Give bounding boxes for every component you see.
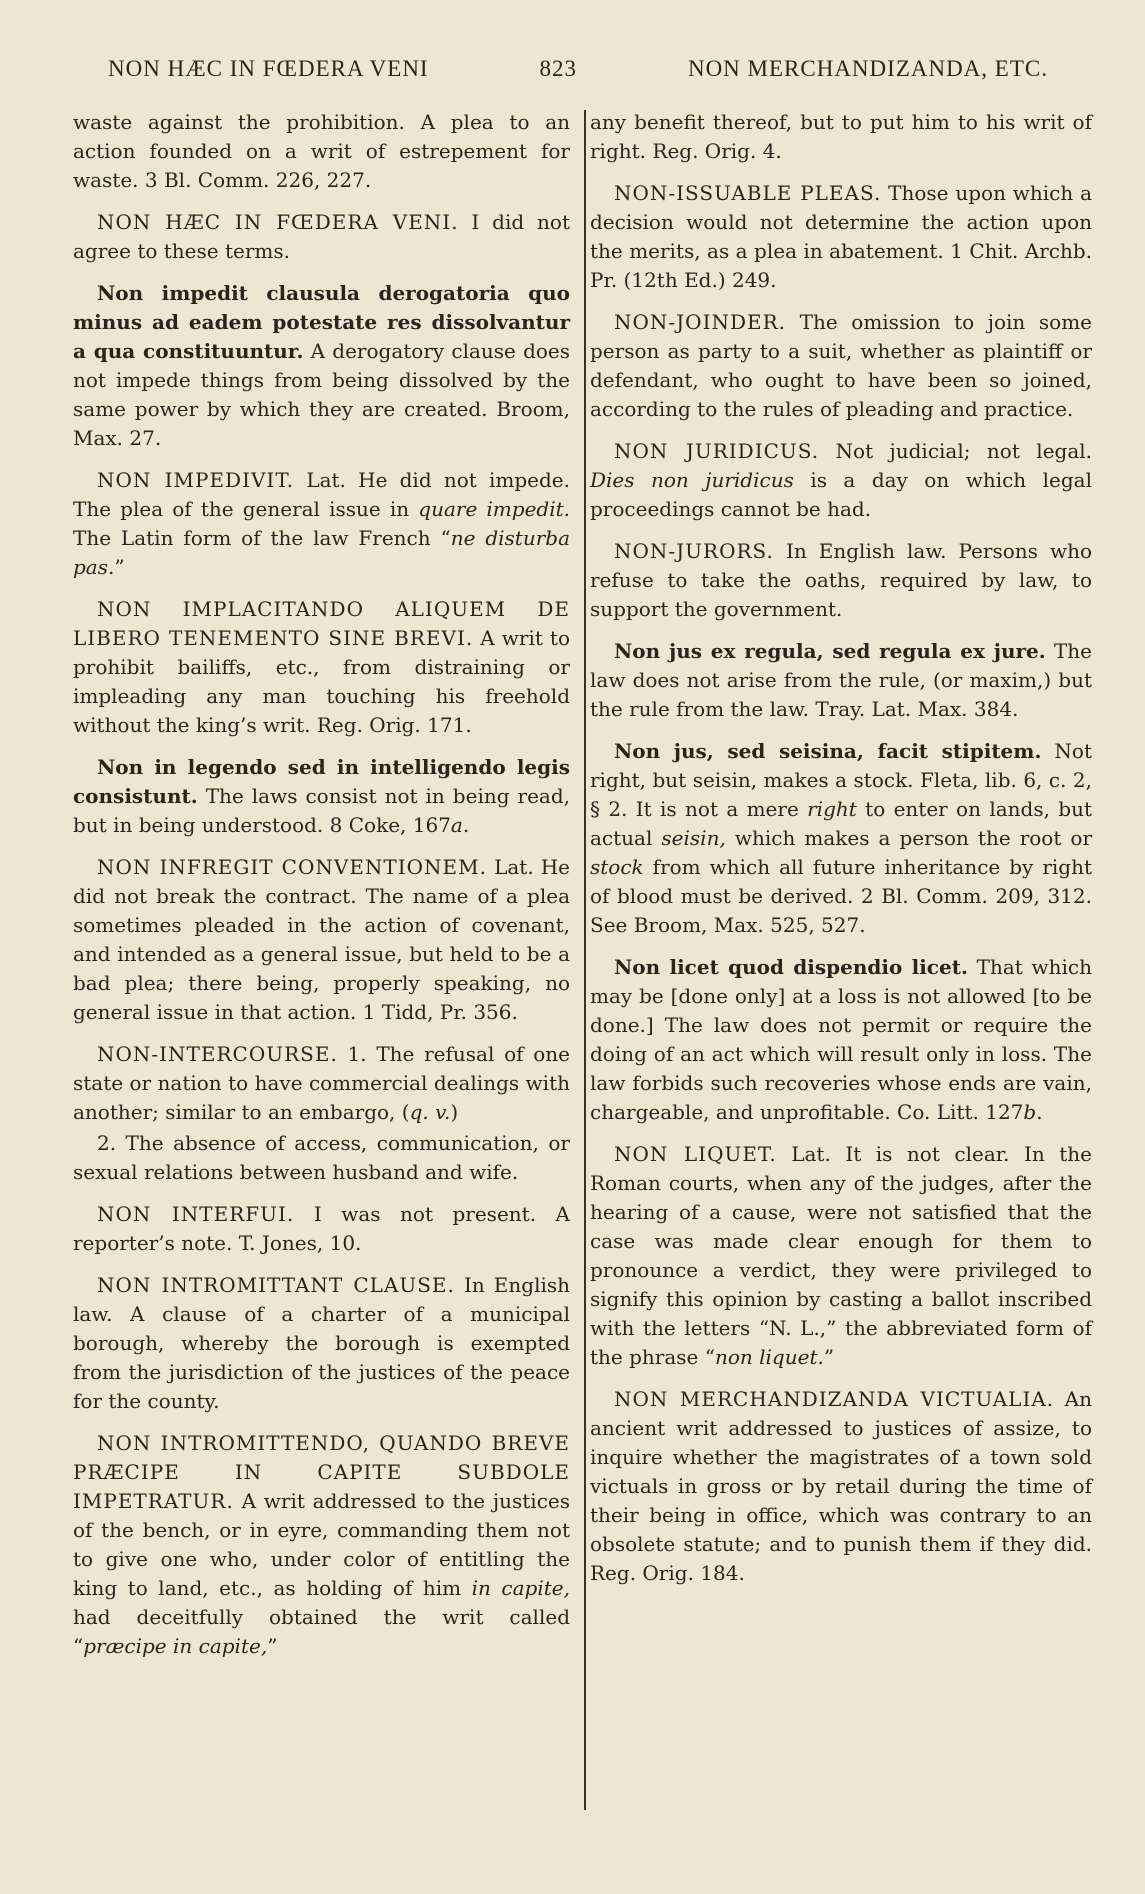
entry-maxim-non-jus-ex-regula bbox=[590, 637, 1092, 724]
entry-non-intercourse-sense-2 bbox=[73, 1129, 570, 1187]
entry-non-haec-in-foedera-veni bbox=[73, 208, 570, 266]
entry-headword: NON IMPEDIVIT. bbox=[97, 468, 295, 492]
entry-headword: NON INTROMITTANT CLAUSE. bbox=[97, 1273, 455, 1297]
entry-continuation: any benefit thereof, but to put him to his writ of right. Reg. Orig. 4. bbox=[590, 110, 1092, 163]
entry-headword: NON-INTERCOURSE. bbox=[97, 1042, 338, 1066]
entry-non-jurors bbox=[590, 537, 1092, 624]
entry-headword: NON INFREGIT CONVENTIONEM. bbox=[97, 855, 487, 879]
running-head-right: NON MERCHANDIZANDA, ETC. bbox=[687, 56, 1048, 81]
entry-text: Lat. He did not break the contract. The name of a plea sometimes pleaded in the action of covenant, and intended as a general issue, but held to be a bad plea; there being, properly speaking, no general issue in that action. 1 Tidd, Pr. 356. bbox=[73, 855, 571, 1024]
entry-headword: NON-ISSUABLE PLEAS. bbox=[614, 181, 882, 205]
entry-non-impedivit: NON IMPEDIVIT. Lat. He did not impede. The plea of the general issue in quare impedit. The Latin form of the law French “ne disturba pas.” bbox=[73, 468, 571, 579]
entry-maxim-non-licet: Non licet quod dispendio licet. That which may be [done only] at a loss is not allowed [to be done.] The law does not permit or require the doing of an act which will result only in loss. The law forbids such recoveries whose ends are vain, chargeable, and unprofitable. Co. Litt. 127b. bbox=[590, 955, 1093, 1124]
running-head-left: NON HÆC IN FŒDERA VENI bbox=[108, 56, 429, 81]
entry-text: The law does not arise from the rule, (or maxim,) but the rule from the law. Tray. Lat. Max. 384. bbox=[590, 639, 1093, 721]
entry-non-interfui bbox=[73, 1200, 570, 1258]
entry-maxim-non-jus-sed-seisina: Non jus, sed seisina, facit stipitem. Not right, but seisin, makes a stock. Fleta, lib. 6, c. 2, § 2. It is not a mere right to enter on lands, but actual seisin, which makes a person the root or stock from which all future inheritance by right of blood must be derived. 2 Bl. Comm. 209, 312. See Broom, Max. 525, 527. bbox=[590, 739, 1093, 937]
entry-text: I did not agree to these terms. bbox=[73, 210, 570, 263]
entry-headword: NON JURIDICUS. bbox=[614, 439, 820, 463]
entry-maxim-non-impedit-clausula bbox=[73, 279, 570, 453]
column-divider bbox=[584, 110, 586, 1810]
entry-text: The omission to join some person as party to a suit, whether as plaintiff or defendant, who ought to have been so joined, according to the rules of pleading and practice. bbox=[590, 310, 1092, 421]
entry-headword: Non jus, sed seisina, facit stipitem. bbox=[614, 739, 1042, 763]
entry-headword: NON-JOINDER. bbox=[614, 310, 787, 334]
right-column bbox=[590, 108, 1092, 1834]
entry-non-infregit-conventionem bbox=[73, 853, 570, 1027]
entry-non-implacitando bbox=[73, 595, 570, 740]
entry-non-juridicus: NON JURIDICUS. Not judicial; not legal. Dies non juridicus is a day on which legal proceedings cannot be had. bbox=[590, 439, 1093, 521]
entry-non-liquet: NON LIQUET. Lat. It is not clear. In the Roman courts, when any of the judges, after the hearing of a cause, were not satisfied that the case was made clear enough for them to pronounce a verdict, they were privileged to signify this opinion by casting a ballot inscribed with the letters “N. L.,” the abbreviated form of the phrase “non liquet.” bbox=[590, 1142, 1093, 1369]
entry-text: A derogatory clause does not impede things from being dissolved by the same power by which they are created. Broom, Max. 27. bbox=[73, 339, 571, 450]
entry-headword: Non licet quod dispendio licet. bbox=[614, 955, 968, 979]
entry-text: A writ to prohibit bailiffs, etc., from distraining or impleading any man touching his freehold without the king’s writ. Reg. Orig. 171. bbox=[73, 626, 571, 737]
entry-maxim-non-in-legendo: Non in legendo sed in intelligendo legis consistunt. The laws consist not in being read, but in being understood. 8 Coke, 167a. bbox=[73, 755, 570, 837]
entry-headword: Non jus ex regula, sed regula ex jure. bbox=[614, 639, 1046, 663]
entry-headword: NON INTERFUI. bbox=[97, 1202, 295, 1226]
entry-non-intercourse: NON-INTERCOURSE. 1. The refusal of one state or nation to have commercial dealings with another; similar to an embargo, (q. v.) bbox=[73, 1042, 570, 1124]
entry-text: Those upon which a decision would not determine the action upon the merits, as a plea in abatement. 1 Chit. Archb. Pr. (12th Ed.) 249. bbox=[590, 181, 1092, 292]
page-number: 823 bbox=[539, 56, 578, 81]
entry-headword: NON LIQUET. bbox=[614, 1142, 777, 1166]
entry-text: I was not present. A reporter’s note. T. Jones, 10. bbox=[73, 1202, 570, 1255]
entry-continuation: waste against the prohibition. A plea to an action founded on a writ of estrepement for waste. 3 Bl. Comm. 226, 227. bbox=[73, 110, 570, 192]
entry-text: In English law. A clause of a charter of a municipal borough, whereby the borough is exempted from the jurisdiction of the justices of the peace for the county. bbox=[73, 1273, 570, 1413]
left-column bbox=[73, 108, 570, 1834]
entry-headword: NON-JURORS. bbox=[614, 539, 774, 563]
entry-headword: NON MERCHANDIZANDA VICTUALIA. bbox=[614, 1387, 1055, 1411]
entry-non-intromittendo: NON INTROMITTENDO, QUANDO BREVE PRÆCIPE IN CAPITE SUBDOLE IMPETRATUR. A writ addressed to the justices of the bench, or in eyre, commanding them not to give one who, under color of entitling the king to land, etc., as holding of him in capite, had deceitfully obtained the writ called “præcipe in capite,” bbox=[73, 1431, 570, 1658]
entry-headword: NON HÆC IN FŒDERA VENI. bbox=[97, 210, 459, 234]
entry-headword: Non impedit clausula derogatoria quo minus ad eadem potestate res dissolvantur a qua constituuntur. bbox=[73, 281, 570, 363]
entry-non-issuable-pleas bbox=[590, 179, 1092, 295]
entry-non-intromittant-clause bbox=[73, 1271, 570, 1416]
running-head bbox=[108, 52, 1048, 86]
entry-non-merchandizanda-victualia bbox=[590, 1385, 1092, 1588]
entry-non-joinder bbox=[590, 308, 1092, 424]
entry-headword: Non in legendo sed in intelligendo legis consistunt. bbox=[73, 755, 570, 808]
entry-text: In English law. Persons who refuse to take the oaths, required by law, to support the government. bbox=[590, 539, 1092, 621]
entry-headword: NON IMPLACITANDO ALIQUEM DE LIBERO TENEMENTO SINE BREVI. bbox=[73, 597, 570, 650]
entry-text: 2. The absence of access, communication, or sexual relations between husband and wife. bbox=[73, 1131, 570, 1184]
entry-headword: NON INTROMITTENDO, QUANDO BREVE PRÆCIPE IN CAPITE SUBDOLE IMPETRATUR. bbox=[73, 1431, 570, 1513]
entry-text: An ancient writ addressed to justices of assize, to inquire whether the magistrates of a town sold victuals in gross or by retail during the time of their being in office, which was contrary to an obsolete statute; and to punish them if they did. Reg. Orig. 184. bbox=[590, 1387, 1092, 1585]
